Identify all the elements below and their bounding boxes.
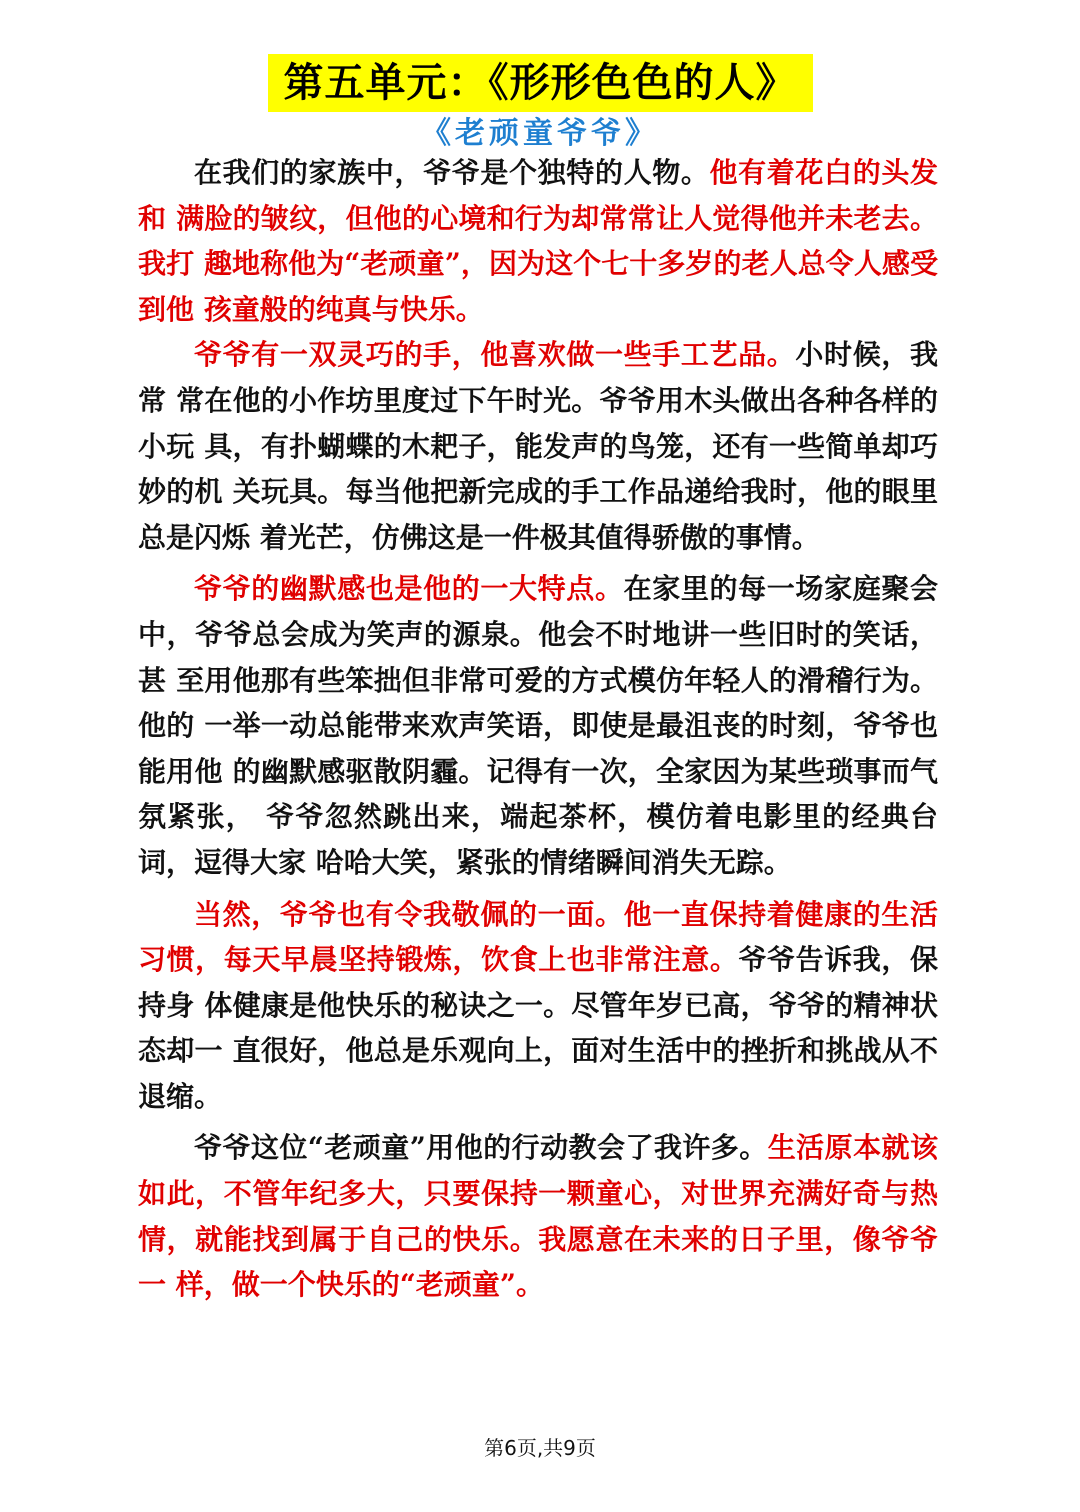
paragraph-4-normal: 爷爷告诉我，保持身 体健康是他快乐的秘诀之一。尽管年岁已高，爷爷的精神状态却一 直很好，他总是乐观向上，面对生活中的挫折和挑战从不退缩。 <box>138 943 938 1113</box>
article-body <box>138 150 938 1308</box>
paragraph-2-normal: 小时候，我常 常在他的小作坊里度过下午时光。爷爷用木头做出各种各样的小玩 具，有扑蝴蝶的木耙子，能发声的鸟笼，还有一些简单却巧妙的机 关玩具。每当他把新完成的手工作品递给我时，他的眼里总是闪烁 着光芒，仿佛这是一件极其值得骄傲的事情。 <box>138 338 938 554</box>
paragraph-1 <box>138 150 938 332</box>
paragraph-4-highlight: 当然，爷爷也有令我敬佩的一面。他一直保持着健康的生活习惯，每天早晨坚持锻炼，饮食上也非常注意。 <box>138 897 938 977</box>
page-subtitle: 《老顽童爷爷》 <box>421 116 659 151</box>
paragraph-2-highlight: 爷爷有一双灵巧的手，他喜欢做一些手工艺品。 <box>194 338 796 372</box>
paragraph-5 <box>138 1125 938 1307</box>
paragraph-1-normal: 在我们的家族中，爷爷是个独特的人物。 <box>194 156 710 189</box>
title-wrap <box>0 54 1080 112</box>
paragraph-3-normal: 在家里的每一场家庭聚会 中，爷爷总会成为笑声的源泉。他会不时地讲一些旧时的笑话，甚 至用他那有些笨拙但非常可爱的方式模仿年轻人的滑稽行为。他的 一举一动总能带来欢声笑语，即使是最沮丧的时刻，爷爷也能用他 的幽默感驱散阴霾。记得有一次，全家因为某些琐事而气氛紧张， 爷爷忽然跳出来，端起茶杯，模仿着电影里的经典台词，逗得大家 哈哈大笑，紧张的情绪瞬间消失无踪。 <box>138 572 938 879</box>
paragraph-5-highlight: 生活原本就该 如此，不管年纪多大，只要保持一颗童心，对世界充满好奇与热 情，就能找到属于自己的快乐。我愿意在未来的日子里，像爷爷一 样，做一个快乐的“老顽童”。 <box>138 1131 938 1302</box>
paragraph-1-highlight: 他有着花白的头发和 满脸的皱纹，但他的心境和行为却常常让人觉得他并未老去。我打 趣地称他为“老顽童”，因为这个七十多岁的老人总令人感受到他 孩童般的纯真与快乐。 <box>138 156 938 326</box>
page-title: 第五单元：《形形色色的人》 <box>268 54 813 112</box>
page-footer: 第6页,共9页 <box>484 1436 596 1460</box>
paragraph-5-normal: 爷爷这位“老顽童”用他的行动教会了我许多。 <box>194 1131 768 1165</box>
paragraph-4 <box>138 892 938 1120</box>
paragraph-3 <box>138 566 938 885</box>
paragraph-2 <box>138 332 938 560</box>
paragraph-3-highlight: 爷爷的幽默感也是他的一大特点。 <box>194 572 624 606</box>
